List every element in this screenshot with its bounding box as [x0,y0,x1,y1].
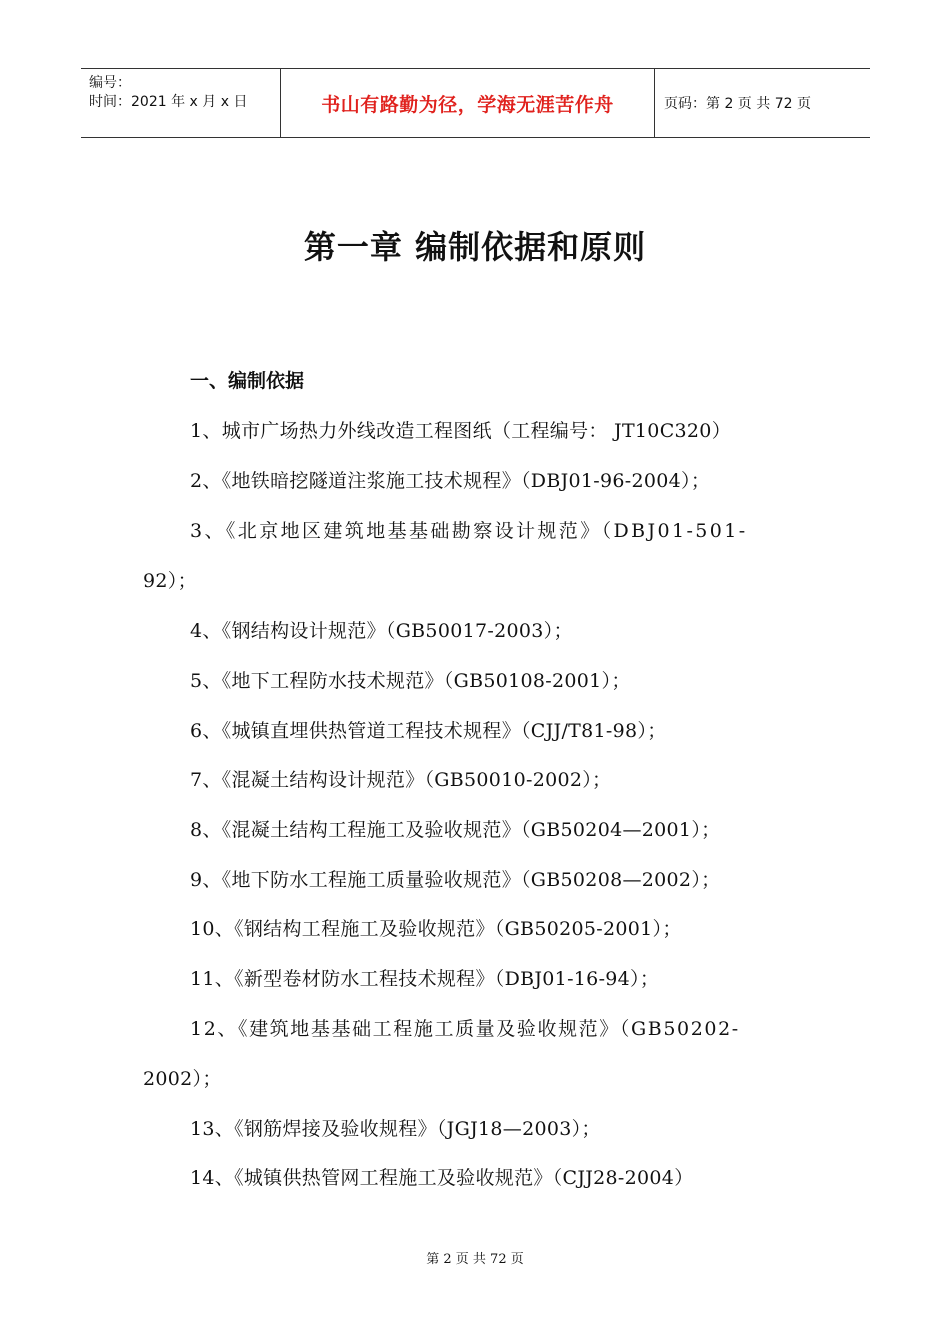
list-item: 12、《建筑地基基础工程施工质量及验收规范》（GB50202- [190,1018,740,1040]
header-motto-cell [281,69,655,137]
list-item: 3、《北京地区建筑地基基础勘察设计规范》（DBJ01-501- [190,520,748,542]
motto: 书山有路勤为径，学海无涯苦作舟 [321,93,614,116]
header-table [81,68,870,138]
section-title: 一、编制依据 [190,370,305,392]
header-meta-cell [81,69,281,137]
list-item: 13、《钢筋焊接及验收规程》（JGJ18—2003）； [190,1118,601,1140]
header-page-cell [655,69,870,137]
list-item: 8、《混凝土结构工程施工及验收规范》（GB50204—2001）； [190,819,721,841]
list-item: 2、《地铁暗挖隧道注浆施工技术规程》（DBJ01-96-2004）； [190,470,711,492]
time-label: 时间：2021 年 x 月 x 日 [89,94,248,110]
chapter-title: 第一章 编制依据和原则 [303,228,647,266]
list-item: 4、《钢结构设计规范》（GB50017-2003）； [190,620,573,642]
list-item: 7、《混凝土结构设计规范》（GB50010-2002）； [190,769,612,791]
list-item: 1、城市广场热力外线改造工程图纸（工程编号： JT10C320） [190,420,731,442]
list-item: 5、《地下工程防水技术规范》（GB50108-2001）； [190,670,631,692]
page-footer: 第 2 页 共 72 页 [426,1252,524,1267]
list-item: 11、《新型卷材防水工程技术规程》（DBJ01-16-94）； [190,968,660,990]
list-item: 10、《钢结构工程施工及验收规范》（GB50205-2001）； [190,918,682,940]
number-label: 编号： [89,75,131,91]
list-item: 6、《城镇直埋供热管道工程技术规程》（CJJ/T81-98）； [190,720,667,742]
list-item-continuation: 2002）； [143,1068,222,1090]
list-item-continuation: 92）； [143,570,197,592]
list-item: 9、《地下防水工程施工质量验收规范》（GB50208—2002）； [190,869,721,891]
list-item: 14、《城镇供热管网工程施工及验收规范》（CJJ28-2004） [190,1167,694,1189]
page-info: 页码：第 2 页 共 72 页 [664,96,811,112]
